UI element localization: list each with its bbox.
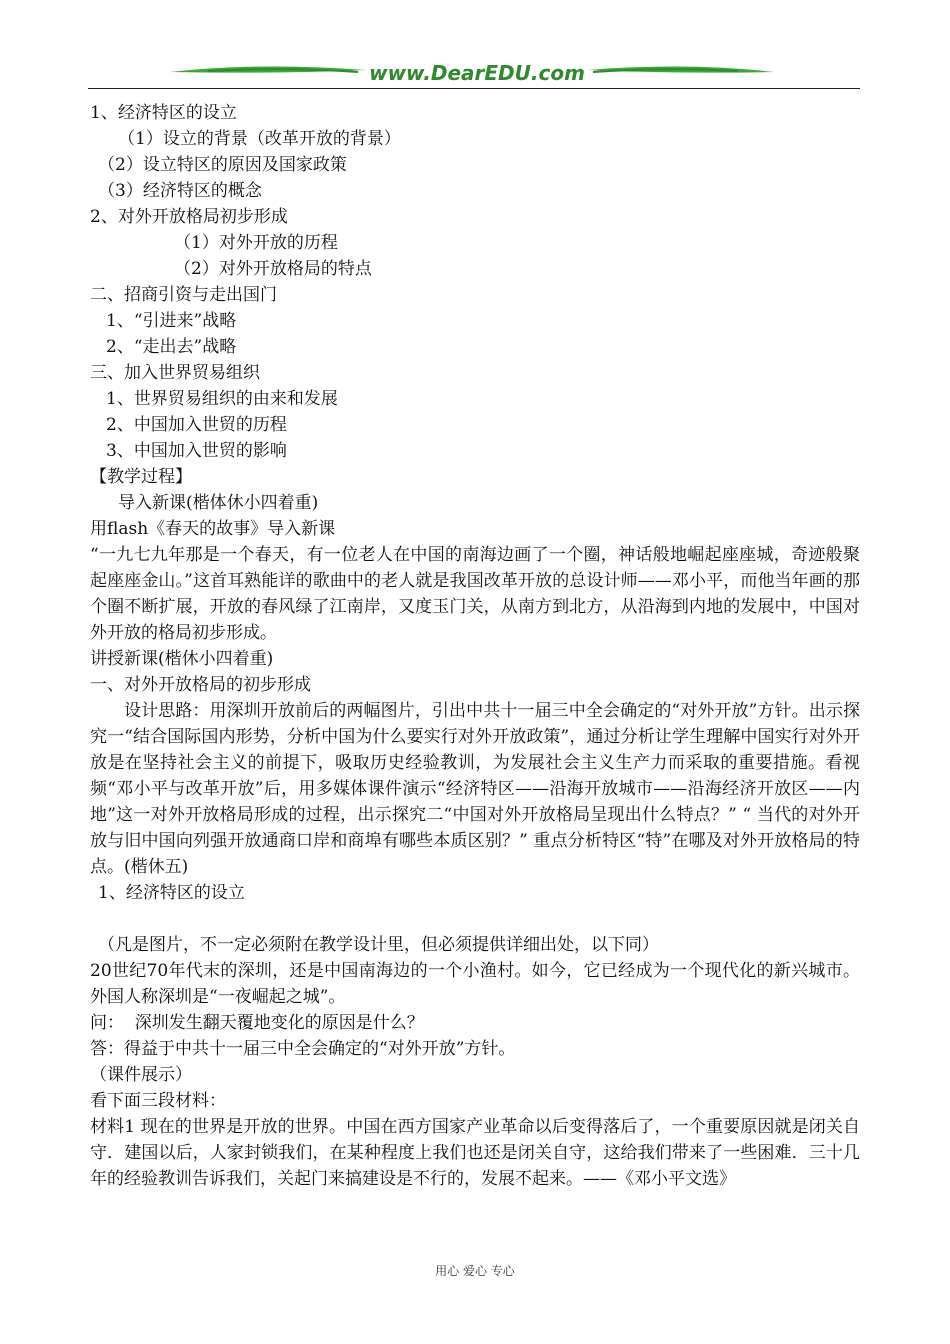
outline-item: （3）经济特区的概念 (98, 181, 262, 201)
lecture-heading: 讲授新课(楷休小四着重) (90, 649, 274, 669)
outline-item: （2）设立特区的原因及国家政策 (98, 155, 347, 175)
image-placeholder-space (90, 906, 860, 932)
outline-item: 1、经济特区的设立 (90, 103, 237, 123)
outline-item: （2）对外开放格局的特点 (174, 259, 372, 279)
courseware-note: （课件展示） (90, 1065, 192, 1085)
outline-item: 二、招商引资与走出国门 (90, 285, 277, 305)
outline-item: 2、中国加入世贸的历程 (106, 415, 287, 435)
outline-item: 1、“引进来”战略 (106, 311, 237, 331)
outline-item: 2、“走出去”战略 (106, 337, 237, 357)
material-one-paragraph: 材料1 现在的世界是开放的世界。中国在西方国家产业革命以后变得落后了，一个重要原因就是闭关自守．建国以后，人家封锁我们，在某种程度上我们也还是闭关自守，这给我们带来了一些困难．三十几年的经验教训告诉我们，关起门来搞建设是不行的，发展不起来。——《邓小平文选》 (90, 1117, 860, 1189)
outline-item: 1、世界贸易组织的由来和发展 (106, 389, 338, 409)
site-header (88, 58, 860, 90)
outline-item: 2、对外开放格局初步形成 (90, 207, 288, 227)
picture-note: （凡是图片，不一定必须附在教学设计里，但必须提供详细出处，以下同） (98, 935, 659, 955)
sub-section-heading: 1、经济特区的设立 (98, 883, 245, 903)
site-logo-text: www.DearEDU.com (369, 61, 585, 85)
question-line: 问： 深圳发生翻天覆地变化的原因是什么？ (90, 1013, 424, 1033)
design-paragraph: 设计思路：用深圳开放前后的两幅图片，引出中共十一届三中全会确定的“对外开放”方针。出示探究一“结合国际国内形势，分析中国为什么要实行对外开放政策”，通过分析让学生理解中国实行对外开放是在坚持社会主义的前提下，吸取历史经验教训，为发展社会主义生产力而采取的重要措施。看视频“邓小平与改革开放”后，用多媒体课件演示“经济特区——沿海开放城市——沿海经济开放区——内地”这一对外开放格局形成的过程，出示探究二“中国对外开放格局呈现出什么特点？” “ 当代的对外开放与旧中国向列强开放通商口岸和商埠有哪些本质区别？” 重点分析特区“特”在哪及对外开放格局的特点。(楷休五) (90, 701, 860, 877)
outline-item: 3、中国加入世贸的影响 (106, 441, 287, 461)
shenzhen-paragraph: 20世纪70年代末的深圳，还是中国南海边的一个小渔村。如今，它已经成为一个现代化的新兴城市。外国人称深圳是“一夜崛起之城”。 (90, 961, 860, 1007)
section-heading: 【教学过程】 (90, 467, 192, 487)
intro-method: 用flash《春天的故事》导入新课 (90, 519, 336, 539)
document-body (90, 100, 860, 1192)
header-divider (88, 88, 860, 89)
page-footer: 用心 爱心 专心 (435, 1264, 515, 1278)
section-one-heading: 一、对外开放格局的初步形成 (90, 675, 311, 695)
song-paragraph: “一九七九年那是一个春天，有一位老人在中国的南海边画了一个圈，神话般地崛起座座城，奇迹般聚起座座金山。”这首耳熟能详的歌曲中的老人就是我国改革开放的总设计师——邓小平，而他当年画的那个圈不断扩展，开放的春风绿了江南岸，又度玉门关，从南方到北方，从沿海到内地的发展中，中国对外开放的格局初步形成。 (90, 545, 860, 643)
answer-line: 答：得益于中共十一届三中全会确定的“对外开放”方针。 (90, 1039, 516, 1059)
materials-intro: 看下面三段材料： (90, 1091, 226, 1111)
intro-heading: 导入新课(楷体休小四着重) (118, 493, 319, 513)
site-logo-banner (88, 58, 860, 90)
outline-item: 三、加入世界贸易组织 (90, 363, 260, 383)
outline-item: （1）对外开放的历程 (174, 233, 338, 253)
outline-item: （1）设立的背景（改革开放的背景） (118, 129, 401, 149)
